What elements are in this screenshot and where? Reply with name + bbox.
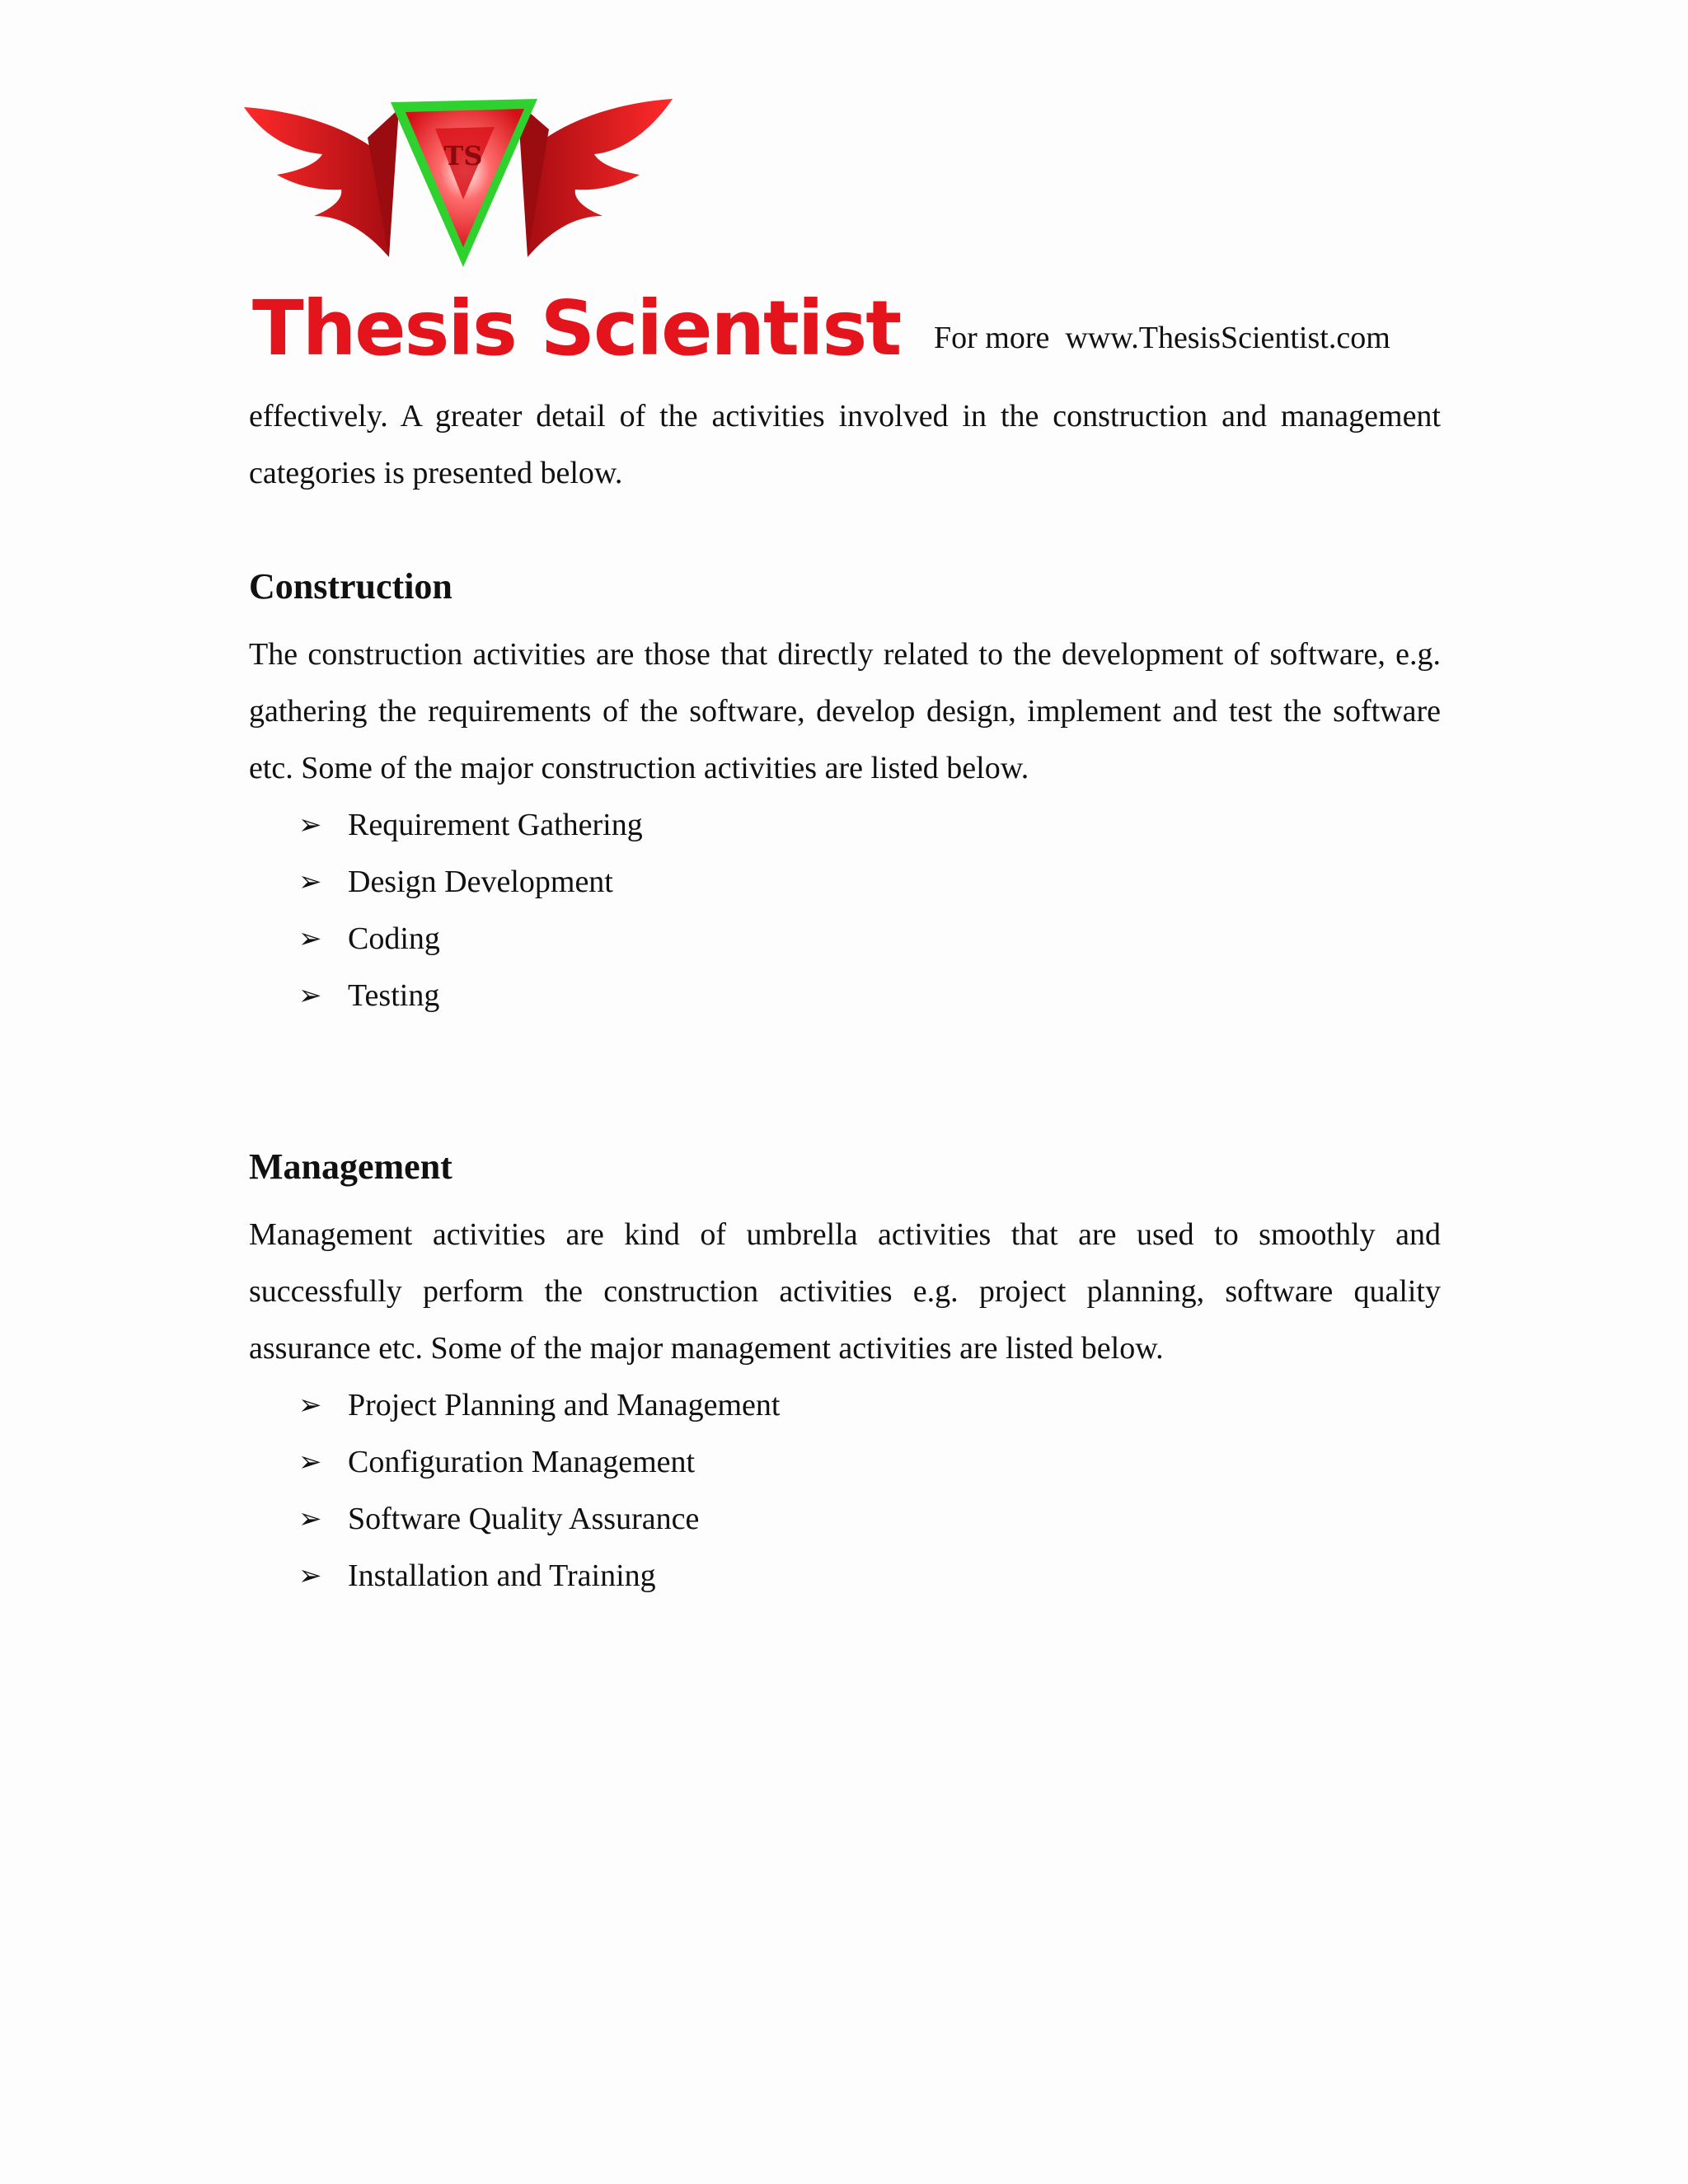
- list-item: [298, 1548, 781, 1605]
- arrowhead-bullet-icon: ➢: [298, 1446, 322, 1479]
- construction-heading: Construction: [249, 566, 452, 607]
- list-item: [298, 968, 643, 1024]
- list-item: [298, 854, 643, 911]
- intro-paragraph: effectively. A greater detail of the activities involved in the construction and management categories is presented below.: [249, 399, 1441, 490]
- list-item: [298, 1434, 781, 1491]
- list-item-text: Configuration Management: [348, 1445, 696, 1479]
- triangle-emblem-icon: [391, 99, 537, 267]
- header-website-link[interactable]: For more www.ThesisScientist.com: [934, 321, 1390, 355]
- list-item-text: Software Quality Assurance: [348, 1502, 700, 1536]
- management-activities-list: [298, 1377, 781, 1605]
- list-item-text: Testing: [348, 978, 440, 1013]
- arrowhead-bullet-icon: ➢: [298, 1559, 322, 1592]
- list-item-text: Design Development: [348, 865, 613, 899]
- list-item: [298, 1491, 781, 1548]
- thesis-scientist-logo: [244, 92, 901, 373]
- arrowhead-bullet-icon: ➢: [298, 1502, 322, 1535]
- arrowhead-bullet-icon: ➢: [298, 865, 322, 898]
- construction-paragraph: The construction activities are those that directly related to the development of software, e.g. gathering the requirements of the software, develop design, implement and test the software etc. Some of the major construction activities are listed below.: [249, 637, 1441, 785]
- list-item-text: Project Planning and Management: [348, 1388, 781, 1422]
- management-heading: Management: [249, 1146, 452, 1187]
- svg-text:TS: TS: [443, 140, 483, 171]
- list-item: [298, 911, 643, 968]
- list-item-text: Coding: [348, 921, 440, 956]
- logo-wordmark: Thesis Scientist: [252, 284, 901, 373]
- construction-activities-list: [298, 797, 643, 1024]
- right-wing-icon: [518, 99, 673, 257]
- list-item: [298, 797, 643, 854]
- logo-graphic: [244, 92, 901, 373]
- list-item-text: Installation and Training: [348, 1558, 656, 1593]
- left-wing-icon: [244, 107, 399, 257]
- arrowhead-bullet-icon: ➢: [298, 922, 322, 955]
- management-paragraph: Management activities are kind of umbrella activities that are used to smoothly and successfully perform the construction activities e.g. project planning, software quality assurance etc. Some of the major management activities are listed below.: [249, 1217, 1441, 1366]
- arrowhead-bullet-icon: ➢: [298, 979, 322, 1012]
- list-item-text: Requirement Gathering: [348, 808, 643, 842]
- arrowhead-bullet-icon: ➢: [298, 808, 322, 841]
- list-item: [298, 1377, 781, 1434]
- arrowhead-bullet-icon: ➢: [298, 1389, 322, 1422]
